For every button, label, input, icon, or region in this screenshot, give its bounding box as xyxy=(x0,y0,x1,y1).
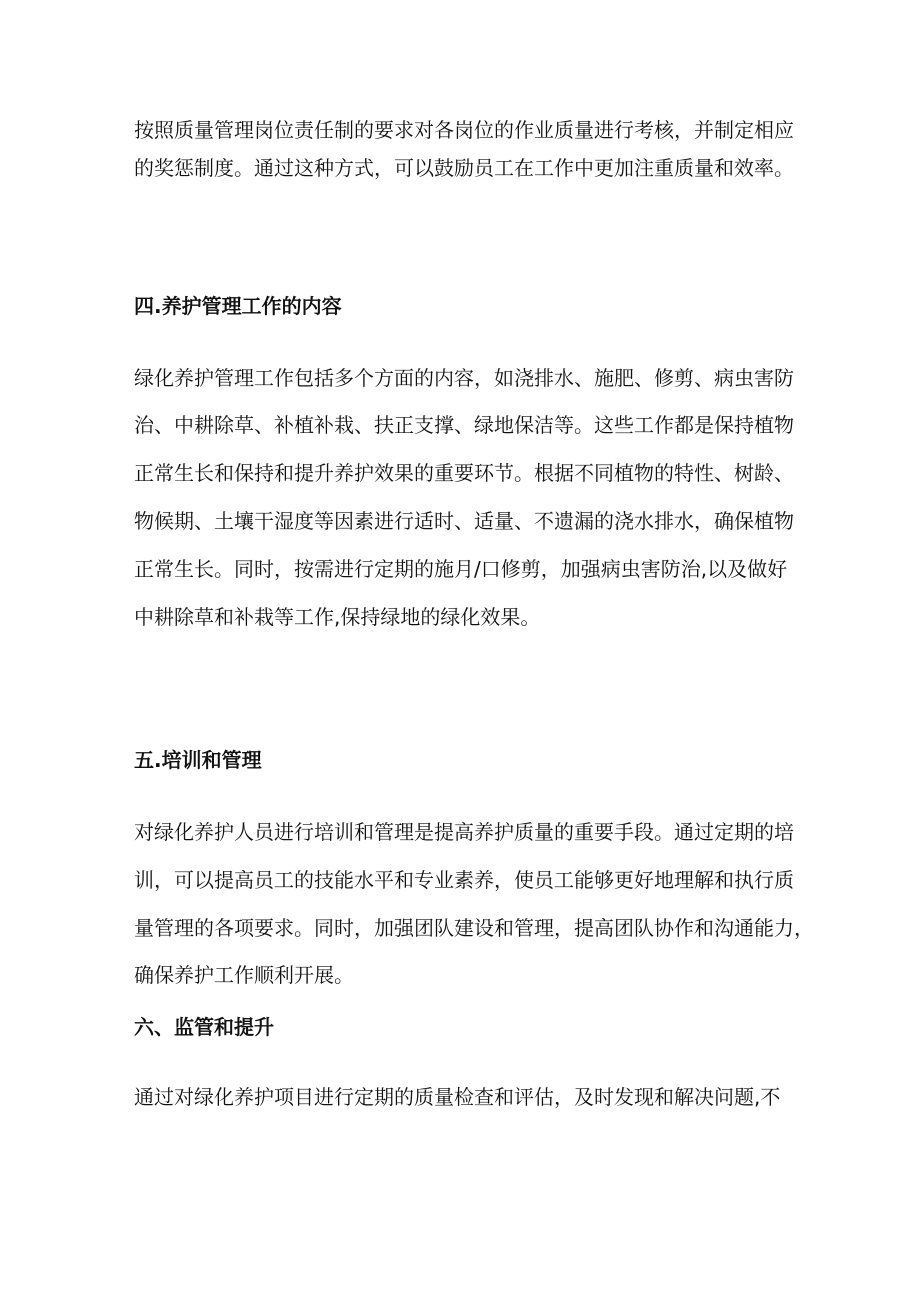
intro-line-2: 的奖惩制度。通过这种方式，可以鼓励员工在工作中更加注重质量和效率。 xyxy=(134,156,794,180)
section-6-heading: 六、监管和提升 xyxy=(134,1015,274,1039)
section-6-line-1: 通过对绿化养护项目进行定期的质量检查和评估，及时发现和解决问题,不 xyxy=(134,1085,781,1109)
section-5-line-3: 量管理的各项要求。同时，加强团队建设和管理，提高团队协作和沟通能力， xyxy=(134,916,814,940)
intro-line-1: 按照质量管理岗位责任制的要求对各岗位的作业质量进行考核，并制定相应 xyxy=(134,118,794,142)
section-4-line-6: 中耕除草和补栽等工作,保持绿地的绿化效果。 xyxy=(134,605,541,629)
section-4-heading: 四.养护管理工作的内容 xyxy=(134,294,342,318)
section-4-line-5: 正常生长。同时，按需进行定期的施月/口修剪，加强病虫害防治,以及做好 xyxy=(134,557,788,581)
section-4-line-2: 治、中耕除草、补植补栽、扶正支撑、绿地保洁等。这些工作都是保持植物 xyxy=(134,413,794,437)
section-4-line-4: 物候期、土壤干湿度等因素进行适时、适量、不遗漏的浇水排水，确保植物 xyxy=(134,509,794,533)
section-4-line-1: 绿化养护管理工作包括多个方面的内容，如浇排水、施肥、修剪、病虫害防 xyxy=(134,366,794,390)
section-5-line-2: 训，可以提高员工的技能水平和专业素养，使员工能够更好地理解和执行质 xyxy=(134,868,794,892)
section-5-heading: 五.培训和管理 xyxy=(134,748,262,772)
section-4-line-3: 正常生长和保持和提升养护效果的重要环节。根据不同植物的特性、树龄、 xyxy=(134,461,794,485)
section-5-line-1: 对绿化养护人员进行培训和管理是提高养护质量的重要手段。通过定期的培 xyxy=(134,820,794,844)
section-5-line-4: 确保养护工作顺利开展。 xyxy=(134,963,354,987)
